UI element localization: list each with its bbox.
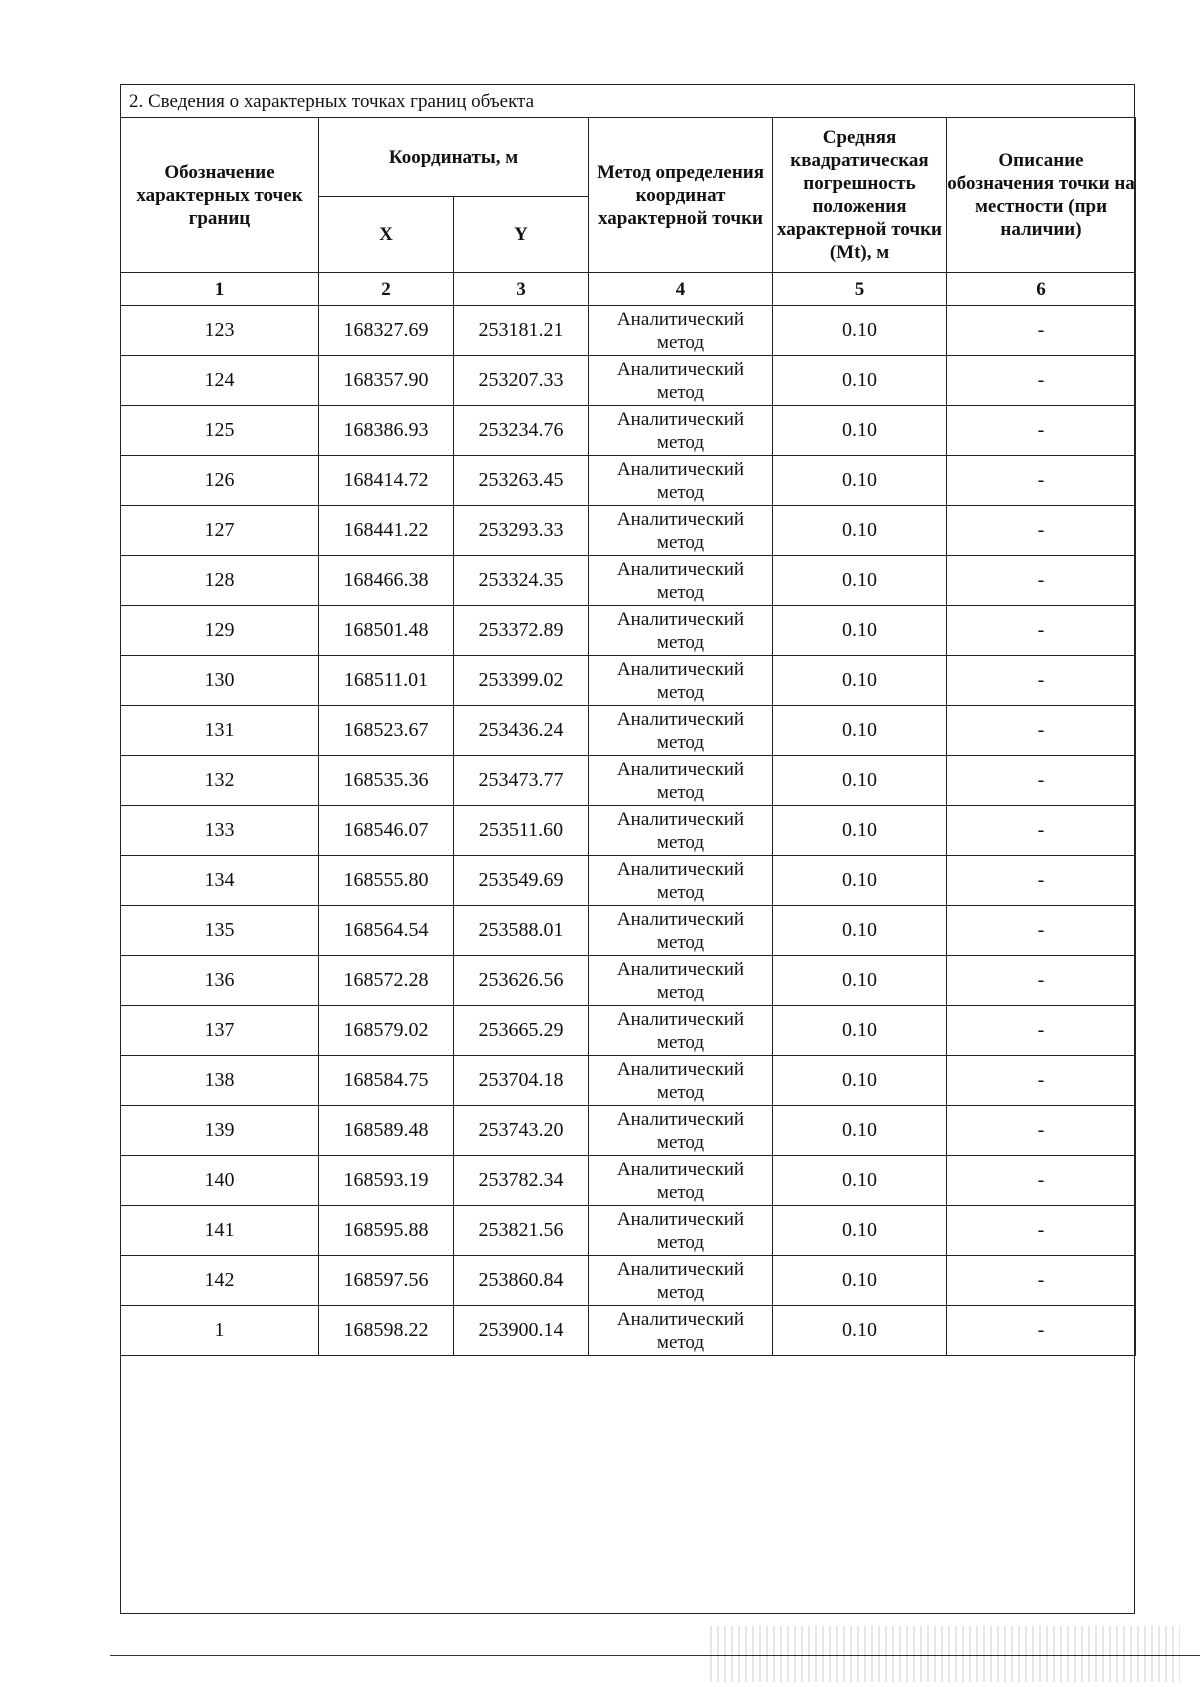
method-line: метод [656, 1081, 705, 1103]
description-cell: - [947, 456, 1136, 506]
y-coordinate-cell: 253399.02 [454, 656, 589, 706]
method-line: метод [656, 931, 705, 953]
table-row [121, 1206, 1136, 1256]
error-cell: 0.10 [773, 506, 947, 556]
method-cell [589, 906, 773, 956]
error-cell: 0.10 [773, 1256, 947, 1306]
y-coordinate-cell: 253207.33 [454, 356, 589, 406]
table-row [121, 1306, 1136, 1356]
table-row [121, 356, 1136, 406]
y-coordinate-cell: 253588.01 [454, 906, 589, 956]
table-row [121, 306, 1136, 356]
y-coordinate-cell: 253372.89 [454, 606, 589, 656]
table-row [121, 806, 1136, 856]
method-line: метод [656, 1131, 705, 1153]
scan-artifact [710, 1626, 1180, 1682]
x-coordinate-cell: 168589.48 [319, 1106, 454, 1156]
point-cell: 138 [121, 1056, 319, 1106]
point-cell: 132 [121, 756, 319, 806]
method-line: Аналитический [616, 1158, 745, 1180]
description-cell: - [947, 1156, 1136, 1206]
method-cell [589, 1156, 773, 1206]
header-description: Описание обозначения точки на местности (при наличии) [947, 118, 1136, 273]
point-cell: 126 [121, 456, 319, 506]
point-cell: 136 [121, 956, 319, 1006]
method-line: метод [656, 1331, 705, 1353]
method-cell [589, 656, 773, 706]
method-line: метод [656, 731, 705, 753]
method-line: Аналитический [616, 958, 745, 980]
method-line: Аналитический [616, 358, 745, 380]
document-frame [120, 84, 1135, 1614]
y-coordinate-cell: 253293.33 [454, 506, 589, 556]
y-coordinate-cell: 253665.29 [454, 1006, 589, 1056]
table-row [121, 606, 1136, 656]
error-cell: 0.10 [773, 656, 947, 706]
error-cell: 0.10 [773, 1206, 947, 1256]
point-cell: 140 [121, 1156, 319, 1206]
description-cell: - [947, 906, 1136, 956]
error-cell: 0.10 [773, 556, 947, 606]
method-line: Аналитический [616, 1208, 745, 1230]
error-cell: 0.10 [773, 1156, 947, 1206]
method-line: метод [656, 581, 705, 603]
method-line: метод [656, 781, 705, 803]
point-cell: 133 [121, 806, 319, 856]
table-row [121, 556, 1136, 606]
method-cell [589, 356, 773, 406]
point-cell: 141 [121, 1206, 319, 1256]
method-line: метод [656, 1281, 705, 1303]
y-coordinate-cell: 253324.35 [454, 556, 589, 606]
error-cell: 0.10 [773, 406, 947, 456]
method-line: Аналитический [616, 458, 745, 480]
point-cell: 128 [121, 556, 319, 606]
y-coordinate-cell: 253782.34 [454, 1156, 589, 1206]
x-coordinate-cell: 168511.01 [319, 656, 454, 706]
method-line: метод [656, 431, 705, 453]
description-cell: - [947, 1056, 1136, 1106]
x-coordinate-cell: 168546.07 [319, 806, 454, 856]
x-coordinate-cell: 168584.75 [319, 1056, 454, 1106]
method-line: Аналитический [616, 1008, 745, 1030]
error-cell: 0.10 [773, 756, 947, 806]
y-coordinate-cell: 253473.77 [454, 756, 589, 806]
point-cell: 134 [121, 856, 319, 906]
header-y: Y [454, 197, 589, 273]
header-x: X [319, 197, 454, 273]
description-cell: - [947, 1106, 1136, 1156]
point-cell: 139 [121, 1106, 319, 1156]
point-cell: 123 [121, 306, 319, 356]
method-cell [589, 806, 773, 856]
x-coordinate-cell: 168564.54 [319, 906, 454, 956]
x-coordinate-cell: 168357.90 [319, 356, 454, 406]
description-cell: - [947, 656, 1136, 706]
error-cell: 0.10 [773, 706, 947, 756]
description-cell: - [947, 356, 1136, 406]
method-line: Аналитический [616, 308, 745, 330]
table-row [121, 756, 1136, 806]
x-coordinate-cell: 168441.22 [319, 506, 454, 556]
method-cell [589, 756, 773, 806]
error-cell: 0.10 [773, 906, 947, 956]
method-line: метод [656, 1231, 705, 1253]
point-cell: 1 [121, 1306, 319, 1356]
table-row [121, 406, 1136, 456]
y-coordinate-cell: 253549.69 [454, 856, 589, 906]
method-cell [589, 1206, 773, 1256]
method-line: метод [656, 981, 705, 1003]
method-line: метод [656, 831, 705, 853]
column-number: 4 [589, 273, 773, 306]
method-line: Аналитический [616, 558, 745, 580]
error-cell: 0.10 [773, 956, 947, 1006]
method-line: Аналитический [616, 1108, 745, 1130]
point-cell: 142 [121, 1256, 319, 1306]
table-row [121, 456, 1136, 506]
method-cell [589, 1306, 773, 1356]
column-number: 3 [454, 273, 589, 306]
point-cell: 129 [121, 606, 319, 656]
header-coordinates: Координаты, м [319, 118, 589, 197]
y-coordinate-cell: 253234.76 [454, 406, 589, 456]
method-line: метод [656, 681, 705, 703]
table-row [121, 956, 1136, 1006]
method-line: Аналитический [616, 408, 745, 430]
error-cell: 0.10 [773, 456, 947, 506]
method-line: метод [656, 1181, 705, 1203]
error-cell: 0.10 [773, 1306, 947, 1356]
description-cell: - [947, 1206, 1136, 1256]
y-coordinate-cell: 253704.18 [454, 1056, 589, 1106]
description-cell: - [947, 1306, 1136, 1356]
method-line: метод [656, 531, 705, 553]
description-cell: - [947, 806, 1136, 856]
y-coordinate-cell: 253511.60 [454, 806, 589, 856]
x-coordinate-cell: 168466.38 [319, 556, 454, 606]
method-cell [589, 1106, 773, 1156]
x-coordinate-cell: 168572.28 [319, 956, 454, 1006]
method-line: Аналитический [616, 758, 745, 780]
method-line: Аналитический [616, 808, 745, 830]
description-cell: - [947, 606, 1136, 656]
description-cell: - [947, 706, 1136, 756]
y-coordinate-cell: 253436.24 [454, 706, 589, 756]
column-number: 2 [319, 273, 454, 306]
description-cell: - [947, 406, 1136, 456]
method-line: метод [656, 381, 705, 403]
error-cell: 0.10 [773, 1006, 947, 1056]
method-line: Аналитический [616, 1258, 745, 1280]
method-line: Аналитический [616, 1308, 745, 1330]
header-method: Метод определения координат характерной точки [589, 118, 773, 273]
description-cell: - [947, 856, 1136, 906]
error-cell: 0.10 [773, 806, 947, 856]
point-cell: 130 [121, 656, 319, 706]
x-coordinate-cell: 168414.72 [319, 456, 454, 506]
y-coordinate-cell: 253263.45 [454, 456, 589, 506]
point-cell: 125 [121, 406, 319, 456]
point-cell: 124 [121, 356, 319, 406]
method-line: метод [656, 631, 705, 653]
method-line: метод [656, 331, 705, 353]
method-cell [589, 706, 773, 756]
column-number: 1 [121, 273, 319, 306]
header-error: Средняя квадратическая погрешность положения характерной точки (Mt), м [773, 118, 947, 273]
x-coordinate-cell: 168327.69 [319, 306, 454, 356]
y-coordinate-cell: 253860.84 [454, 1256, 589, 1306]
method-cell [589, 506, 773, 556]
table-body [121, 306, 1136, 1356]
x-coordinate-cell: 168598.22 [319, 1306, 454, 1356]
error-cell: 0.10 [773, 356, 947, 406]
method-cell [589, 1006, 773, 1056]
column-number: 5 [773, 273, 947, 306]
description-cell: - [947, 506, 1136, 556]
x-coordinate-cell: 168535.36 [319, 756, 454, 806]
point-cell: 135 [121, 906, 319, 956]
table-row [121, 1106, 1136, 1156]
method-line: метод [656, 1031, 705, 1053]
error-cell: 0.10 [773, 606, 947, 656]
method-cell [589, 956, 773, 1006]
error-cell: 0.10 [773, 1106, 947, 1156]
table-row [121, 906, 1136, 956]
description-cell: - [947, 556, 1136, 606]
method-line: Аналитический [616, 908, 745, 930]
x-coordinate-cell: 168593.19 [319, 1156, 454, 1206]
table-row [121, 856, 1136, 906]
error-cell: 0.10 [773, 856, 947, 906]
boundary-points-table [120, 117, 1136, 1356]
point-cell: 127 [121, 506, 319, 556]
method-line: метод [656, 481, 705, 503]
header-designation: Обозначение характерных точек границ [121, 118, 319, 273]
table-row [121, 656, 1136, 706]
point-cell: 137 [121, 1006, 319, 1056]
method-line: Аналитический [616, 608, 745, 630]
point-cell: 131 [121, 706, 319, 756]
x-coordinate-cell: 168597.56 [319, 1256, 454, 1306]
table-row [121, 1006, 1136, 1056]
y-coordinate-cell: 253743.20 [454, 1106, 589, 1156]
y-coordinate-cell: 253821.56 [454, 1206, 589, 1256]
y-coordinate-cell: 253181.21 [454, 306, 589, 356]
method-line: Аналитический [616, 858, 745, 880]
x-coordinate-cell: 168523.67 [319, 706, 454, 756]
description-cell: - [947, 1256, 1136, 1306]
table-row [121, 1056, 1136, 1106]
table-row [121, 506, 1136, 556]
method-line: метод [656, 881, 705, 903]
method-cell [589, 606, 773, 656]
description-cell: - [947, 306, 1136, 356]
x-coordinate-cell: 168595.88 [319, 1206, 454, 1256]
x-coordinate-cell: 168579.02 [319, 1006, 454, 1056]
table-row [121, 1256, 1136, 1306]
method-cell [589, 306, 773, 356]
column-number: 6 [947, 273, 1136, 306]
y-coordinate-cell: 253626.56 [454, 956, 589, 1006]
y-coordinate-cell: 253900.14 [454, 1306, 589, 1356]
x-coordinate-cell: 168386.93 [319, 406, 454, 456]
description-cell: - [947, 956, 1136, 1006]
method-cell [589, 406, 773, 456]
table-row [121, 1156, 1136, 1206]
method-cell [589, 1056, 773, 1106]
error-cell: 0.10 [773, 306, 947, 356]
method-cell [589, 856, 773, 906]
method-cell [589, 556, 773, 606]
description-cell: - [947, 1006, 1136, 1056]
method-line: Аналитический [616, 508, 745, 530]
x-coordinate-cell: 168501.48 [319, 606, 454, 656]
table-row [121, 706, 1136, 756]
error-cell: 0.10 [773, 1056, 947, 1106]
x-coordinate-cell: 168555.80 [319, 856, 454, 906]
method-cell [589, 456, 773, 506]
method-line: Аналитический [616, 1058, 745, 1080]
section-title: 2. Сведения о характерных точках границ объекта [121, 85, 1134, 118]
method-cell [589, 1256, 773, 1306]
description-cell: - [947, 756, 1136, 806]
method-line: Аналитический [616, 708, 745, 730]
method-line: Аналитический [616, 658, 745, 680]
